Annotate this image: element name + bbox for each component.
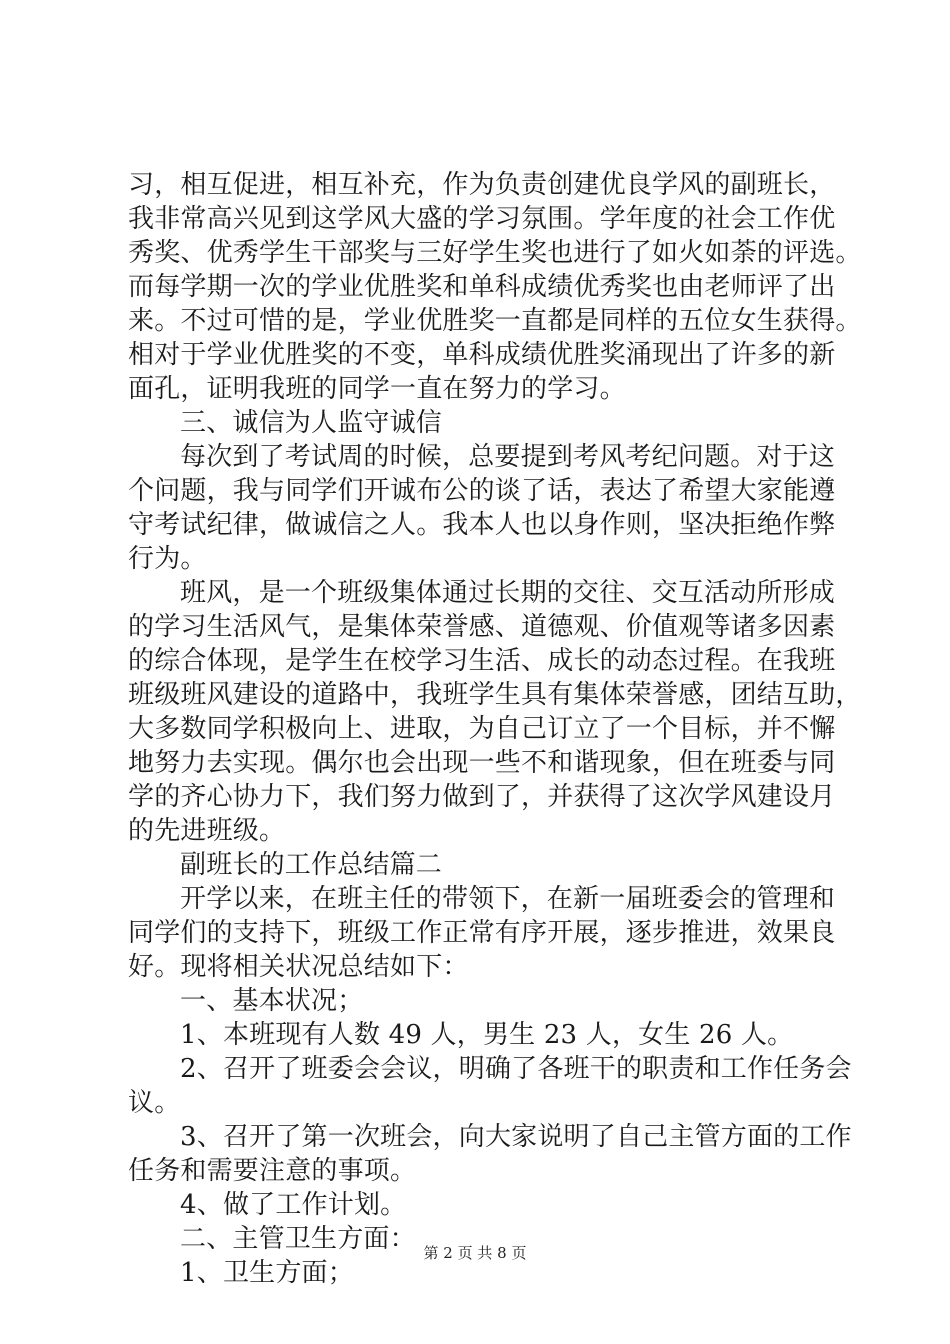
- text-line: 个问题，我与同学们开诚布公的谈了话，表达了希望大家能遵: [128, 476, 836, 506]
- document-body: [128, 168, 862, 1290]
- text-line: 行为。: [128, 544, 207, 574]
- text-line: 的综合体现，是学生在校学习生活、成长的动态过程。在我班: [128, 646, 836, 676]
- text-line: 守考试纪律，做诚信之人。我本人也以身作则，坚决拒绝作弊: [128, 510, 836, 540]
- text-line: 面孔，证明我班的同学一直在努力的学习。: [128, 374, 626, 404]
- text-line: 2、召开了班委会会议，明确了各班干的职责和工作任务会: [180, 1054, 852, 1084]
- text-line: 1、本班现有人数 49 人，男生 23 人，女生 26 人。: [180, 1020, 794, 1050]
- text-line: 学的齐心协力下，我们努力做到了，并获得了这次学风建设月: [128, 782, 836, 812]
- text-line: 二、主管卫生方面：: [180, 1224, 416, 1254]
- text-line: 来。不过可惜的是，学业优胜奖一直都是同样的五位女生获得。: [128, 306, 862, 336]
- text-line: 4、做了工作计划。: [180, 1190, 407, 1220]
- text-line: 班级班风建设的道路中，我班学生具有集体荣誉感，团结互助，: [128, 680, 862, 710]
- text-line: 任务和需要注意的事项。: [128, 1156, 417, 1186]
- text-line: 同学们的支持下，班级工作正常有序开展，逐步推进，效果良: [128, 918, 836, 948]
- text-line: 副班长的工作总结篇二: [180, 850, 443, 880]
- text-line: 3、召开了第一次班会，向大家说明了自己主管方面的工作: [180, 1122, 852, 1152]
- text-line: 每次到了考试周的时候，总要提到考风考纪问题。对于这: [180, 442, 836, 472]
- text-line: 的学习生活风气，是集体荣誉感、道德观、价值观等诸多因素: [128, 612, 836, 642]
- text-line: 的先进班级。: [128, 816, 286, 846]
- text-line: 1、卫生方面；: [180, 1258, 354, 1288]
- text-line: 秀奖、优秀学生干部奖与三好学生奖也进行了如火如荼的评选。: [128, 238, 862, 268]
- text-line: 大多数同学积极向上、进取，为自己订立了一个目标，并不懈: [128, 714, 836, 744]
- text-line: 我非常高兴见到这学风大盛的学习氛围。学年度的社会工作优: [128, 204, 836, 234]
- text-line: 议。: [128, 1088, 181, 1118]
- text-line: 开学以来，在班主任的带领下，在新一届班委会的管理和: [180, 884, 836, 914]
- text-line: 一、基本状况；: [180, 986, 364, 1016]
- text-line: 习，相互促进，相互补充，作为负责创建优良学风的副班长，: [128, 170, 836, 200]
- text-line: 好。现将相关状况总结如下：: [128, 952, 469, 982]
- text-line: 班风，是一个班级集体通过长期的交往、交互活动所形成: [180, 578, 836, 608]
- text-line: 地努力去实现。偶尔也会出现一些不和谐现象，但在班委与同: [128, 748, 836, 778]
- page-footer: 第 2 页 共 8 页: [423, 1244, 527, 1262]
- text-line: 相对于学业优胜奖的不变，单科成绩优胜奖涌现出了许多的新: [128, 340, 836, 370]
- text-line: 而每学期一次的学业优胜奖和单科成绩优秀奖也由老师评了出: [128, 272, 836, 302]
- text-line: 三、诚信为人监守诚信: [180, 408, 443, 438]
